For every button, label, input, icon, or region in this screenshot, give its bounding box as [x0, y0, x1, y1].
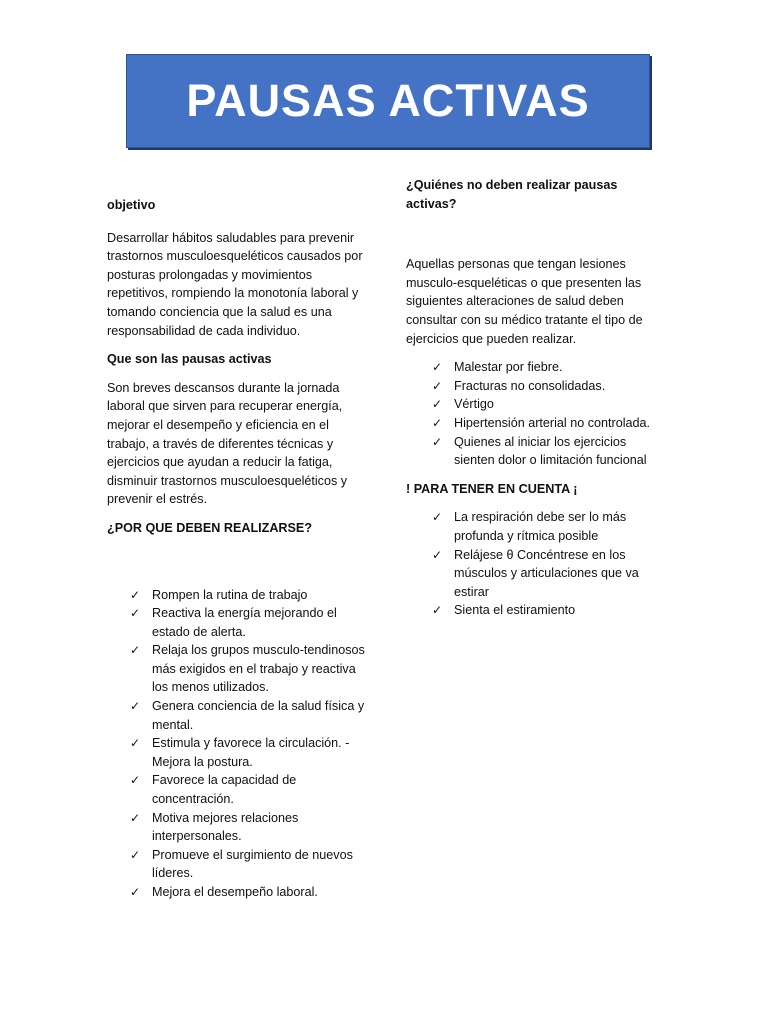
objetivo-text: Desarrollar hábitos saludables para prevenir trastornos musculoesqueléticos causados por posturas prolongadas y movimientos repetitivos, rompiendo la monotonía laboral y tomando conciencia que la salud es una responsabilidad de cada individuo. — [107, 230, 363, 338]
check-icon: ✓ — [432, 397, 443, 412]
check-icon: ✓ — [130, 885, 141, 899]
list-item: ✓ La respiración debe ser lo más profunda y rítmica posible — [432, 510, 627, 543]
check-icon: ✓ — [432, 415, 443, 430]
por-que-heading: ¿POR QUE DEBEN REALIZARSE? — [107, 520, 313, 535]
check-icon: ✓ — [432, 603, 443, 618]
que-son-heading: Que son las pausas activas — [107, 352, 272, 367]
check-icon: ✓ — [130, 643, 141, 658]
check-icon: ✓ — [130, 810, 141, 825]
check-icon: ✓ — [432, 547, 443, 562]
check-icon: ✓ — [130, 847, 141, 862]
benefits-list — [107, 586, 369, 902]
conditions-list — [406, 358, 668, 470]
objetivo-heading: objetivo — [107, 198, 156, 212]
list-item: ✓ Hipertensión arterial no controlada. — [406, 414, 668, 433]
check-icon: ✓ — [432, 378, 443, 393]
list-item: ✓ Vértigo — [406, 395, 668, 414]
right-column — [406, 176, 668, 620]
check-icon: ✓ — [130, 773, 141, 788]
check-icon: ✓ — [130, 699, 141, 714]
check-icon: ✓ — [130, 736, 141, 751]
check-icon: ✓ — [130, 606, 141, 621]
check-icon: ✓ — [432, 434, 443, 449]
list-item: ✓ Genera conciencia de la salud física y mental. — [130, 699, 365, 732]
tener-heading: ! PARA TENER EN CUENTA ¡ — [406, 481, 578, 496]
list-item: ✓ Favorece la capacidad de concentración. — [130, 773, 297, 807]
check-icon: ✓ — [432, 510, 443, 525]
list-item: ✓ Relájese θ Concéntrese en los músculos y articulaciones que va estirar — [432, 547, 639, 599]
list-item: ✓ Mejora el desempeño laboral. — [107, 883, 369, 902]
quienes-text: Aquellas personas que tengan lesiones musculo-esqueléticas o que presenten las siguientes alteraciones de salud deben consultar con su médico tratante el tipo de ejercicios que pueden realizar. — [406, 257, 643, 346]
quienes-heading: ¿Quiénes no deben realizar pausas activas? — [406, 178, 618, 211]
check-icon: ✓ — [130, 587, 141, 602]
left-column — [107, 196, 369, 902]
check-icon: ✓ — [432, 360, 443, 375]
list-item: ✓ Sienta el estiramiento — [406, 601, 668, 620]
list-item: ✓ Promueve el surgimiento de nuevos líderes. — [130, 847, 353, 881]
title-banner — [126, 54, 650, 148]
que-son-text: Son breves descansos durante la jornada laboral que sirven para recuperar energía, mejorar el desempeño y eficiencia en el trabajo, a través de diferentes técnicas y ejercicios que ayudan a reducir la fatiga, disminuir trastornos musculoesqueléticos y prevenir el estrés. — [107, 380, 348, 507]
list-item: ✓ Fracturas no consolidadas. — [406, 377, 668, 396]
list-item: ✓ Estimula y favorece la circulación. - Mejora la postura. — [130, 736, 350, 769]
page-title: PAUSAS ACTIVAS — [186, 75, 590, 126]
list-item: ✓ Relaja los grupos musculo-tendinosos más exigidos en el trabajo y reactiva los menos utilizados. — [130, 643, 365, 695]
list-item: ✓ Reactiva la energía mejorando el estado de alerta. — [130, 606, 337, 639]
list-item: ✓ Quienes al iniciar los ejercicios sienten dolor o limitación funcional — [432, 434, 647, 468]
list-item: ✓ Rompen la rutina de trabajo — [107, 586, 369, 605]
list-item: ✓ Motiva mejores relaciones interpersonales. — [130, 810, 299, 844]
tips-list — [406, 508, 668, 620]
list-item: ✓ Malestar por fiebre. — [406, 358, 668, 377]
